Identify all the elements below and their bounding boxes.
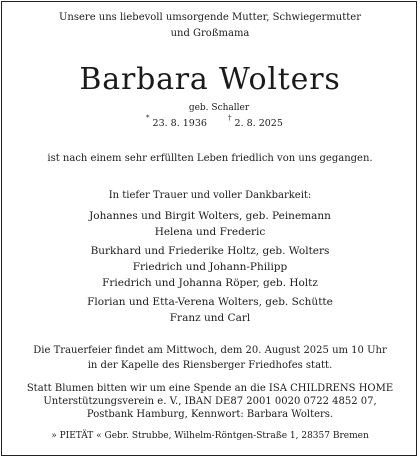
maiden-name: geb. Schaller <box>188 103 250 113</box>
mourning-text: In tiefer Trauer und voller Dankbarkeit: <box>108 190 312 201</box>
family-line: Florian und Etta-Verena Wolters, geb. Schütte <box>87 296 333 308</box>
donation-line-2: Unterstützungsverein e. V., IBAN DE87 2001 0020 0722 4852 07, <box>43 396 377 407</box>
intro-line-1: Unsere uns liebevoll umsorgende Mutter, Schwiegermutter <box>59 12 361 23</box>
birth-date-value: 23. 8. 1936 <box>152 118 207 130</box>
family-line: Friedrich und Johanna Röper, geb. Holtz <box>102 277 318 289</box>
death-date-value: 2. 8. 2025 <box>234 118 283 130</box>
birth-date <box>146 116 207 129</box>
family-line: Johannes und Birgit Wolters, geb. Peinemann <box>89 210 331 222</box>
donation-line-3: Postbank Hamburg, Kennwort: Barbara Wolters. <box>86 409 334 420</box>
family-line: Franz und Carl <box>169 312 251 324</box>
donation-line-1: Statt Blumen bitten wir um eine Spende an die ISA CHILDRENS HOME <box>26 383 394 394</box>
passing-text: ist nach einem sehr erfüllten Leben friedlich von uns gegangen. <box>47 153 373 164</box>
death-date <box>228 116 283 129</box>
family-line: Friedrich und Johann-Philipp <box>132 261 288 273</box>
funeral-line-2: in der Kapelle des Riensberger Friedhofes statt. <box>87 360 333 371</box>
funeral-line-1: Die Trauerfeier findet am Mittwoch, dem 20. August 2025 um 10 Uhr <box>33 345 387 356</box>
family-line: Burkhard und Friederike Holtz, geb. Wolters <box>90 245 330 257</box>
death-symbol: † <box>228 114 232 122</box>
funeral-home-footer: » PIETÄT « Gebr. Strubbe, Wilhelm-Röntgen-Straße 1, 28357 Bremen <box>51 431 369 441</box>
intro-line-2: und Großmama <box>170 28 250 39</box>
birth-symbol: * <box>146 114 150 122</box>
family-line: Helena und Frederic <box>154 226 266 238</box>
deceased-name: Barbara Wolters <box>79 62 341 97</box>
